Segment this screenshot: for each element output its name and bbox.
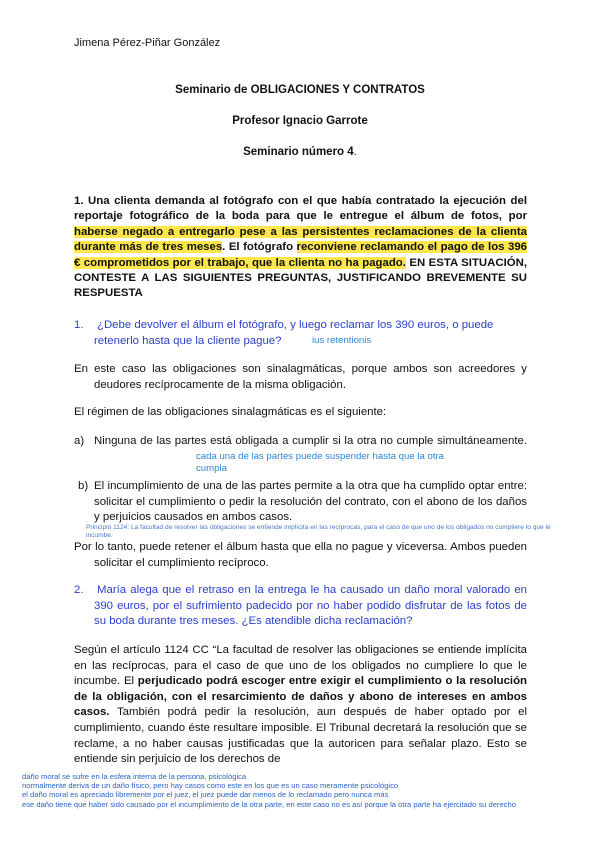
- list-a-label: a): [74, 435, 85, 447]
- sub-question-2-number: 2.: [74, 584, 84, 596]
- seminar-label: Seminario número 4: [243, 146, 354, 158]
- sub-question-2-content: María alega que el retraso en la entrega le ha causado un daño moral valorado en 390 euros, por el sufrimiento padecido por no haber podido disfrutar de las fotos de su boda durante tres meses. ¿Es atendible dicha reclamación?: [94, 584, 527, 628]
- professor-name: Profesor Ignacio Garrote: [232, 115, 368, 127]
- bottom-note-item: normalmente deriva de un daño físico, pero hay casos como este en los que es un caso meramente psicológico: [22, 781, 399, 791]
- answer-2-bold: perjudicado podrá escoger entre exigir el cumplimiento o la resolución de la obligación, con el resarcimiento de daños y abono de intereses en ambos casos.: [74, 675, 527, 719]
- question-1: [74, 194, 527, 302]
- bottom-note-item: daño moral se sufre en la esfera interna de la persona, psicológica: [22, 772, 247, 781]
- sub-question-1-number: 1.: [74, 319, 84, 331]
- sub-question-2-text: [74, 583, 527, 630]
- question-1-text-c: EN ESTA SITUACIÓN, CONTESTE A LAS SIGUIENTES PREGUNTAS, JUSTIFICANDO BREVEMENTE SU RESPUESTA: [74, 256, 527, 300]
- sub-question-1-text: ¿Debe devolver el álbum el fotógrafo, y luego reclamar los 390 euros, o puede retenerlo hasta que la cliente pague?: [94, 319, 494, 347]
- principle-note: Principio 1124: La facultad de resolver las obligaciones se entiende implícita en las recíprocas, para el caso de que uno de los obligados no cumpliere lo que le incumbe.: [86, 524, 551, 539]
- list-b-text: El incumplimiento de una de las partes permite a la otra que ha cumplido optar entre: solicitar el cumplimiento o pedir la resolución del contrato, con el abono de los daños y perjuicios causados en ambos casos.: [94, 480, 527, 524]
- list-a-text-content: Ninguna de las partes está obligada a cumplir si la otra no cumple simultáneamente.: [94, 435, 527, 447]
- answer-1-paragraph-1: En este caso las obligaciones son sinalagmáticas, porque ambos son acreedores y deudores recíprocamente de la misma obligación.: [74, 363, 527, 391]
- seminar-dot: .: [353, 146, 357, 158]
- bottom-notes: [22, 772, 542, 809]
- document-title: Seminario de OBLIGACIONES Y CONTRATOS: [175, 84, 425, 96]
- answer-1-paragraph-2: El régimen de las obligaciones sinalagmáticas es el siguiente:: [74, 406, 387, 418]
- question-1-highlight-a: haberse negado a entregarlo pese a las persistentes reclamaciones de la clienta durante más de tres meses: [74, 225, 527, 254]
- answer-2-text-a: Según el artículo 1124 CC “La facultad de resolver las obligaciones se entiende implícita en las recíprocas, para el caso de que uno de los obligados no cumpliere lo que le incumbe. El: [74, 644, 527, 688]
- list-b-label: b): [78, 480, 89, 492]
- bottom-note-item: el daño moral es apreciado libremente por el juez, el juez puede dar menos de lo reclamado pero nunca más: [22, 790, 389, 800]
- answer-1-conclusion: Por lo tanto, puede retener el álbum hasta que ella no pague y viceversa. Ambos pueden solicitar el cumplimiento recíproco.: [74, 541, 527, 569]
- author-name: Jimena Pérez-Piñar González: [74, 37, 221, 49]
- list-a-note: cada una de las partes puede suspender hasta que la otra cumpla: [196, 451, 445, 474]
- question-1-highlight-b: reconviene reclamando el pago de los 396 € comprometidos por el trabajo, que la clienta no ha pagado.: [74, 241, 527, 269]
- list-a-text: [94, 434, 527, 450]
- answer-2-text-b: También podrá pedir la resolución, aun después de haber optado por el cumplimiento, cuando éste resultare imposible. El Tribunal decretará la resolución que se reclame, a no haber causas justificadas que la autoricen para señalar plazo. Esto se entiende sin perjuicio de los derechos de: [74, 706, 527, 766]
- sub-question-1-note: ius retentionis: [312, 335, 372, 346]
- bottom-note-item: ese daño tiene que haber sido causado por el incumplimiento de la otra parte, en este caso no es así porque la otra parte ha ejercitado su derecho: [22, 799, 516, 809]
- question-1-text-b: . El fotógrafo: [222, 241, 297, 254]
- answer-2-paragraph: [74, 643, 527, 768]
- question-1-text-a: 1. Una clienta demanda al fotógrafo con el que había contratado la ejecución del reportaje fotográfico de la boda para que le entregue el álbum de fotos, por: [74, 195, 527, 223]
- seminar-number: [0, 146, 600, 158]
